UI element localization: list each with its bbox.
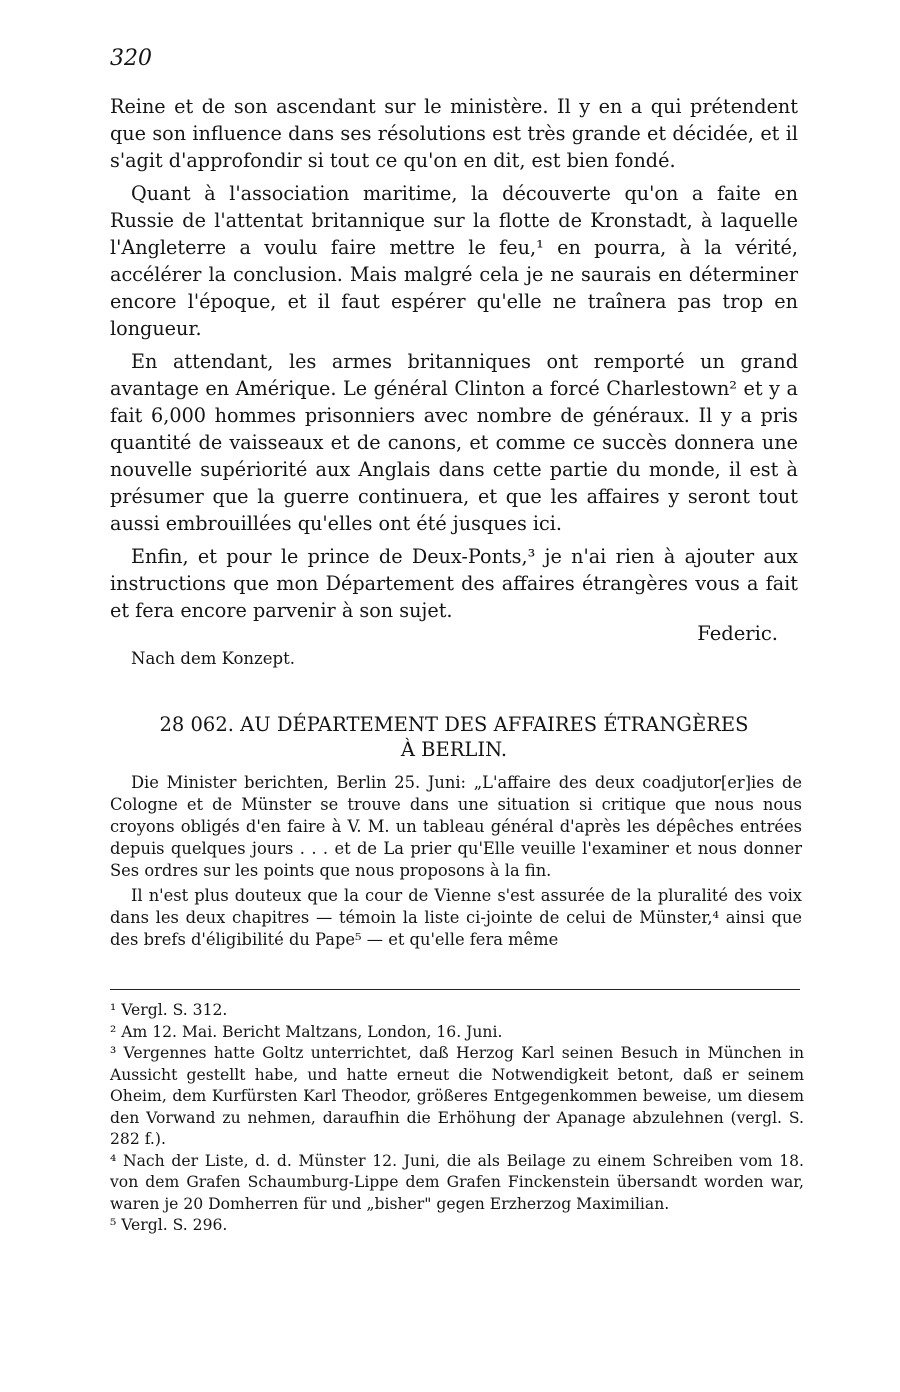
paragraph: Enfin, et pour le prince de Deux-Ponts,³ je n'ai rien à ajouter aux instructions que mon Département des affaires étrangères vous a fait et fera encore parvenir à son sujet. [110, 545, 798, 622]
letter-heading [110, 712, 798, 762]
footnote: ⁵ Vergl. S. 296. [110, 1216, 228, 1234]
footnote: ¹ Vergl. S. 312. [110, 1001, 228, 1019]
footnote-divider [110, 989, 800, 990]
source-note: Nach dem Konzept. [131, 649, 295, 668]
footnote: ³ Vergennes hatte Goltz unterrichtet, daß Herzog Karl seinen Besuch in München in Aussicht gestellt habe, und hatte erneut die Notwendigkeit betont, daß er seinem Oheim, dem Kurfürsten Karl Theodor, größeres Entgegenkommen beweise, um diesem den Vorwand zu nehmen, daraufhin die Erhöhung der Apanage abzulehnen (vergl. S. 282 f.). [110, 1044, 804, 1148]
heading-line: À BERLIN. [400, 738, 508, 761]
paragraph: Reine et de son ascendant sur le ministère. Il y en a qui prétendent que son influence dans ses résolutions est très grande et décidée, et il s'agit d'approfondir si tout ce qu'on en dit, est bien fondé. [110, 95, 798, 172]
footnote: ⁴ Nach der Liste, d. d. Münster 12. Juni, die als Beilage zu einem Schreiben vom 18. von dem Grafen Schaumburg-Lippe dem Grafen Finckenstein übersandt worden war, waren je 20 Domherren für und „bisher" gegen Erzherzog Maximilian. [110, 1151, 804, 1213]
letter-body [110, 93, 798, 630]
page-number: 320 [110, 46, 152, 71]
heading-line: 28 062. AU DÉPARTEMENT DES AFFAIRES ÉTRANGÈRES [159, 713, 749, 736]
paragraph: Quant à l'association maritime, la découverte qu'on a faite en Russie de l'attentat britannique sur la flotte de Kronstadt, à laquelle l'Angleterre a voulu faire mettre le feu,¹ en pourra, à la vérité, accélérer la conclusion. Mais malgré cela je ne saurais en déterminer encore l'époque, et il faut espérer qu'elle ne traînera pas trop en longueur. [110, 182, 798, 340]
signature: Federic. [697, 622, 778, 645]
minister-report [110, 772, 802, 954]
report-paragraph: Il n'est plus douteux que la cour de Vienne s'est assurée de la pluralité des voix dans les deux chapitres — témoin la liste ci-jointe de celui de Münster,⁴ ainsi que des brefs d'éligibilité du Pape⁵ — et qu'elle fera même [110, 886, 802, 949]
footnote: ² Am 12. Mai. Bericht Maltzans, London, 16. Juni. [110, 1022, 503, 1041]
paragraph: En attendant, les armes britanniques ont remporté un grand avantage en Amérique. Le général Clinton a forcé Charlestown² et y a fait 6,000 hommes prisonniers avec nombre de généraux. Il y a pris quantité de vaisseaux et de canons, et comme ce succès donnera une nouvelle supériorité aux Anglais dans cette partie du monde, il est à présumer que la guerre continuera, et que les affaires y seront tout aussi embrouillées qu'elles ont été jusques ici. [110, 350, 798, 535]
footnotes [110, 1000, 804, 1237]
report-paragraph: Die Minister berichten, Berlin 25. Juni: „L'affaire des deux coadjutor[er]ies de Cologne et de Münster se trouve dans une situation si critique que nous nous croyons obligés d'en faire à V. M. un tableau général d'après les dépêches entrées depuis quelques jours . . . et de La prier qu'Elle veuille l'examiner et nous donner Ses ordres sur les points que nous proposons à la fin. [110, 773, 802, 880]
